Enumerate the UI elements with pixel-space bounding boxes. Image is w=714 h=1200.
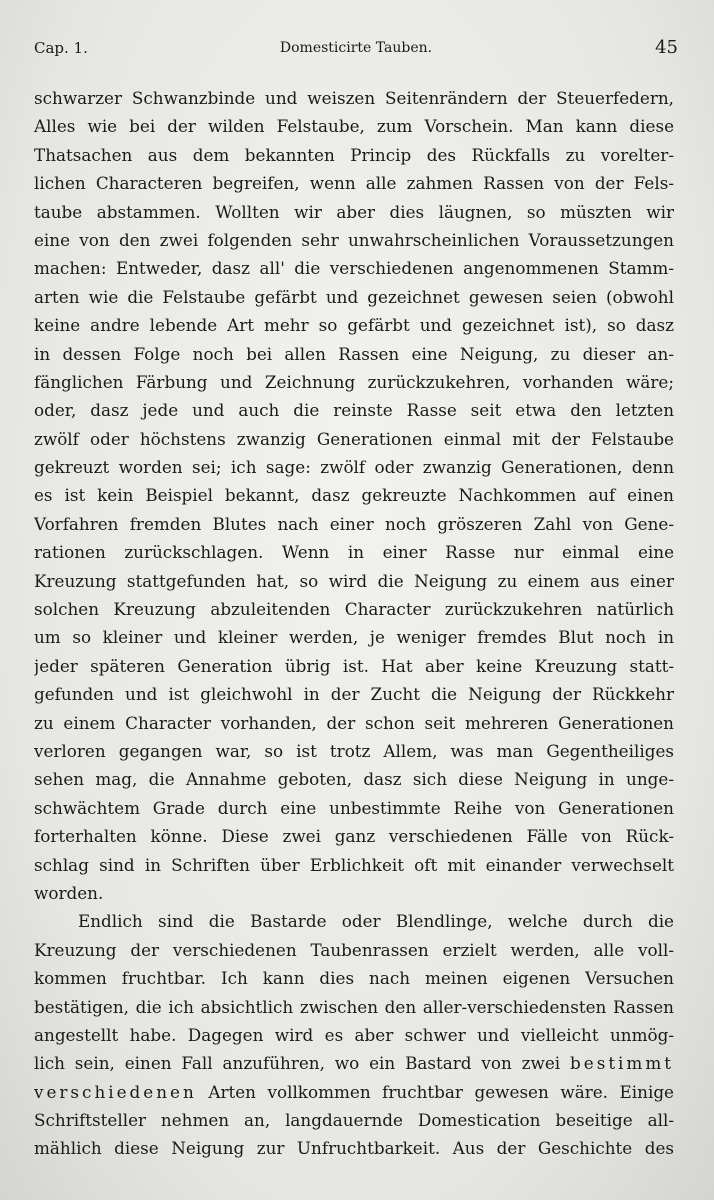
running-head <box>34 36 678 60</box>
text-line: um so kleiner und kleiner werden, je weniger fremdes Blut noch in <box>34 627 674 648</box>
text-line: keine andre lebende Art mehr so gefärbt und gezeichnet ist), so dasz <box>34 315 674 336</box>
page-number: 45 <box>655 37 678 58</box>
text-segment: lich sein, einen Fall anzuführen, wo ein Bastard von zwei <box>34 1053 561 1074</box>
section-title: Domesticirte Tauben. <box>279 40 433 56</box>
text-line: schlag sind in Schriften über Erblichkeit oft mit einander verwechselt <box>34 854 674 875</box>
body-text <box>34 84 674 1163</box>
text-line <box>34 1078 674 1106</box>
text-line: jeder späteren Generation übrig ist. Hat aber keine Kreuzung statt- <box>34 655 674 676</box>
text-line: schwächtem Grade durch eine unbestimmte Reihe von Generationen <box>34 797 674 818</box>
text-line: forterhalten könne. Diese zwei ganz verschiedenen Fälle von Rück- <box>34 826 674 847</box>
text-line: taube abstammen. Wollten wir aber dies läugnen, so müszten wir <box>34 201 674 222</box>
paragraph-1 <box>34 84 674 907</box>
text-line: es ist kein Beispiel bekannt, dasz gekreuzte Nachkommen auf einen <box>34 485 674 506</box>
emphasized-word: verschiedenen <box>34 1081 197 1102</box>
text-line: fänglichen Färbung und Zeichnung zurückzukehren, vorhanden wäre; <box>34 371 674 392</box>
text-line: gekreuzt worden sei; ich sage: zwölf oder zwanzig Generationen, denn <box>34 457 674 478</box>
text-line: arten wie die Felstaube gefärbt und gezeichnet gewesen seien (obwohl <box>34 286 674 307</box>
text-line: Kreuzung der verschiedenen Taubenrassen erzielt werden, alle voll- <box>34 939 674 960</box>
text-line: Vorfahren fremden Blutes nach einer noch gröszeren Zahl von Gene- <box>34 513 674 534</box>
text-line: in dessen Folge noch bei allen Rassen eine Neigung, zu dieser an- <box>34 343 674 364</box>
text-line: kommen fruchtbar. Ich kann dies nach meinen eigenen Versuchen <box>34 968 674 989</box>
text-line: verloren gegangen war, so ist trotz Allem, was man Gegentheiliges <box>34 740 674 761</box>
text-line: zwölf oder höchstens zwanzig Generationen einmal mit der Felstaube <box>34 428 674 449</box>
emphasized-word: bestimmt <box>570 1053 674 1074</box>
text-line: mählich diese Neigung zur Unfruchtbarkeit. Aus der Geschichte des <box>34 1138 674 1159</box>
text-line: Thatsachen aus dem bekannten Princip des Rückfalls zu vorelter- <box>34 144 674 165</box>
text-line: gefunden und ist gleichwohl in der Zucht die Neigung der Rückkehr <box>34 684 674 705</box>
text-line: rationen zurückschlagen. Wenn in einer Rasse nur einmal eine <box>34 542 674 563</box>
chapter-label: Cap. 1. <box>34 39 88 57</box>
text-line: sehen mag, die Annahme geboten, dasz sich diese Neigung in unge- <box>34 769 674 790</box>
text-line: Kreuzung stattgefunden hat, so wird die Neigung zu einem aus einer <box>34 570 674 591</box>
text-line: solchen Kreuzung abzuleitenden Character zurückzukehren natürlich <box>34 599 674 620</box>
text-line: oder, dasz jede und auch die reinste Rasse seit etwa den letzten <box>34 400 674 421</box>
paragraph-2 <box>34 907 674 1163</box>
text-line: Alles wie bei der wilden Felstaube, zum Vorschein. Man kann diese <box>34 116 674 137</box>
text-segment: Arten vollkommen fruchtbar gewesen wäre. Einige <box>208 1081 674 1102</box>
text-line: eine von den zwei folgenden sehr unwahrscheinlichen Voraussetzungen <box>34 229 674 250</box>
text-line: lichen Characteren begreifen, wenn alle zahmen Rassen von der Fels- <box>34 173 674 194</box>
text-line <box>34 1049 674 1077</box>
text-line: bestätigen, die ich absichtlich zwischen den aller-verschiedensten Rassen <box>34 996 674 1017</box>
text-line: zu einem Character vorhanden, der schon seit mehreren Generationen <box>34 712 674 733</box>
text-line: worden. <box>34 882 104 903</box>
text-line: Schriftsteller nehmen an, langdauernde Domestication beseitige all- <box>34 1110 674 1131</box>
text-line: angestellt habe. Dagegen wird es aber schwer und vielleicht unmög- <box>34 1024 674 1045</box>
text-line: schwarzer Schwanzbinde und weiszen Seitenrändern der Steuerfedern, <box>34 88 674 108</box>
text-line: machen: Entweder, dasz all' die verschiedenen angenommenen Stamm- <box>34 258 674 279</box>
text-line: Endlich sind die Bastarde oder Blendlinge, welche durch die <box>78 911 674 932</box>
